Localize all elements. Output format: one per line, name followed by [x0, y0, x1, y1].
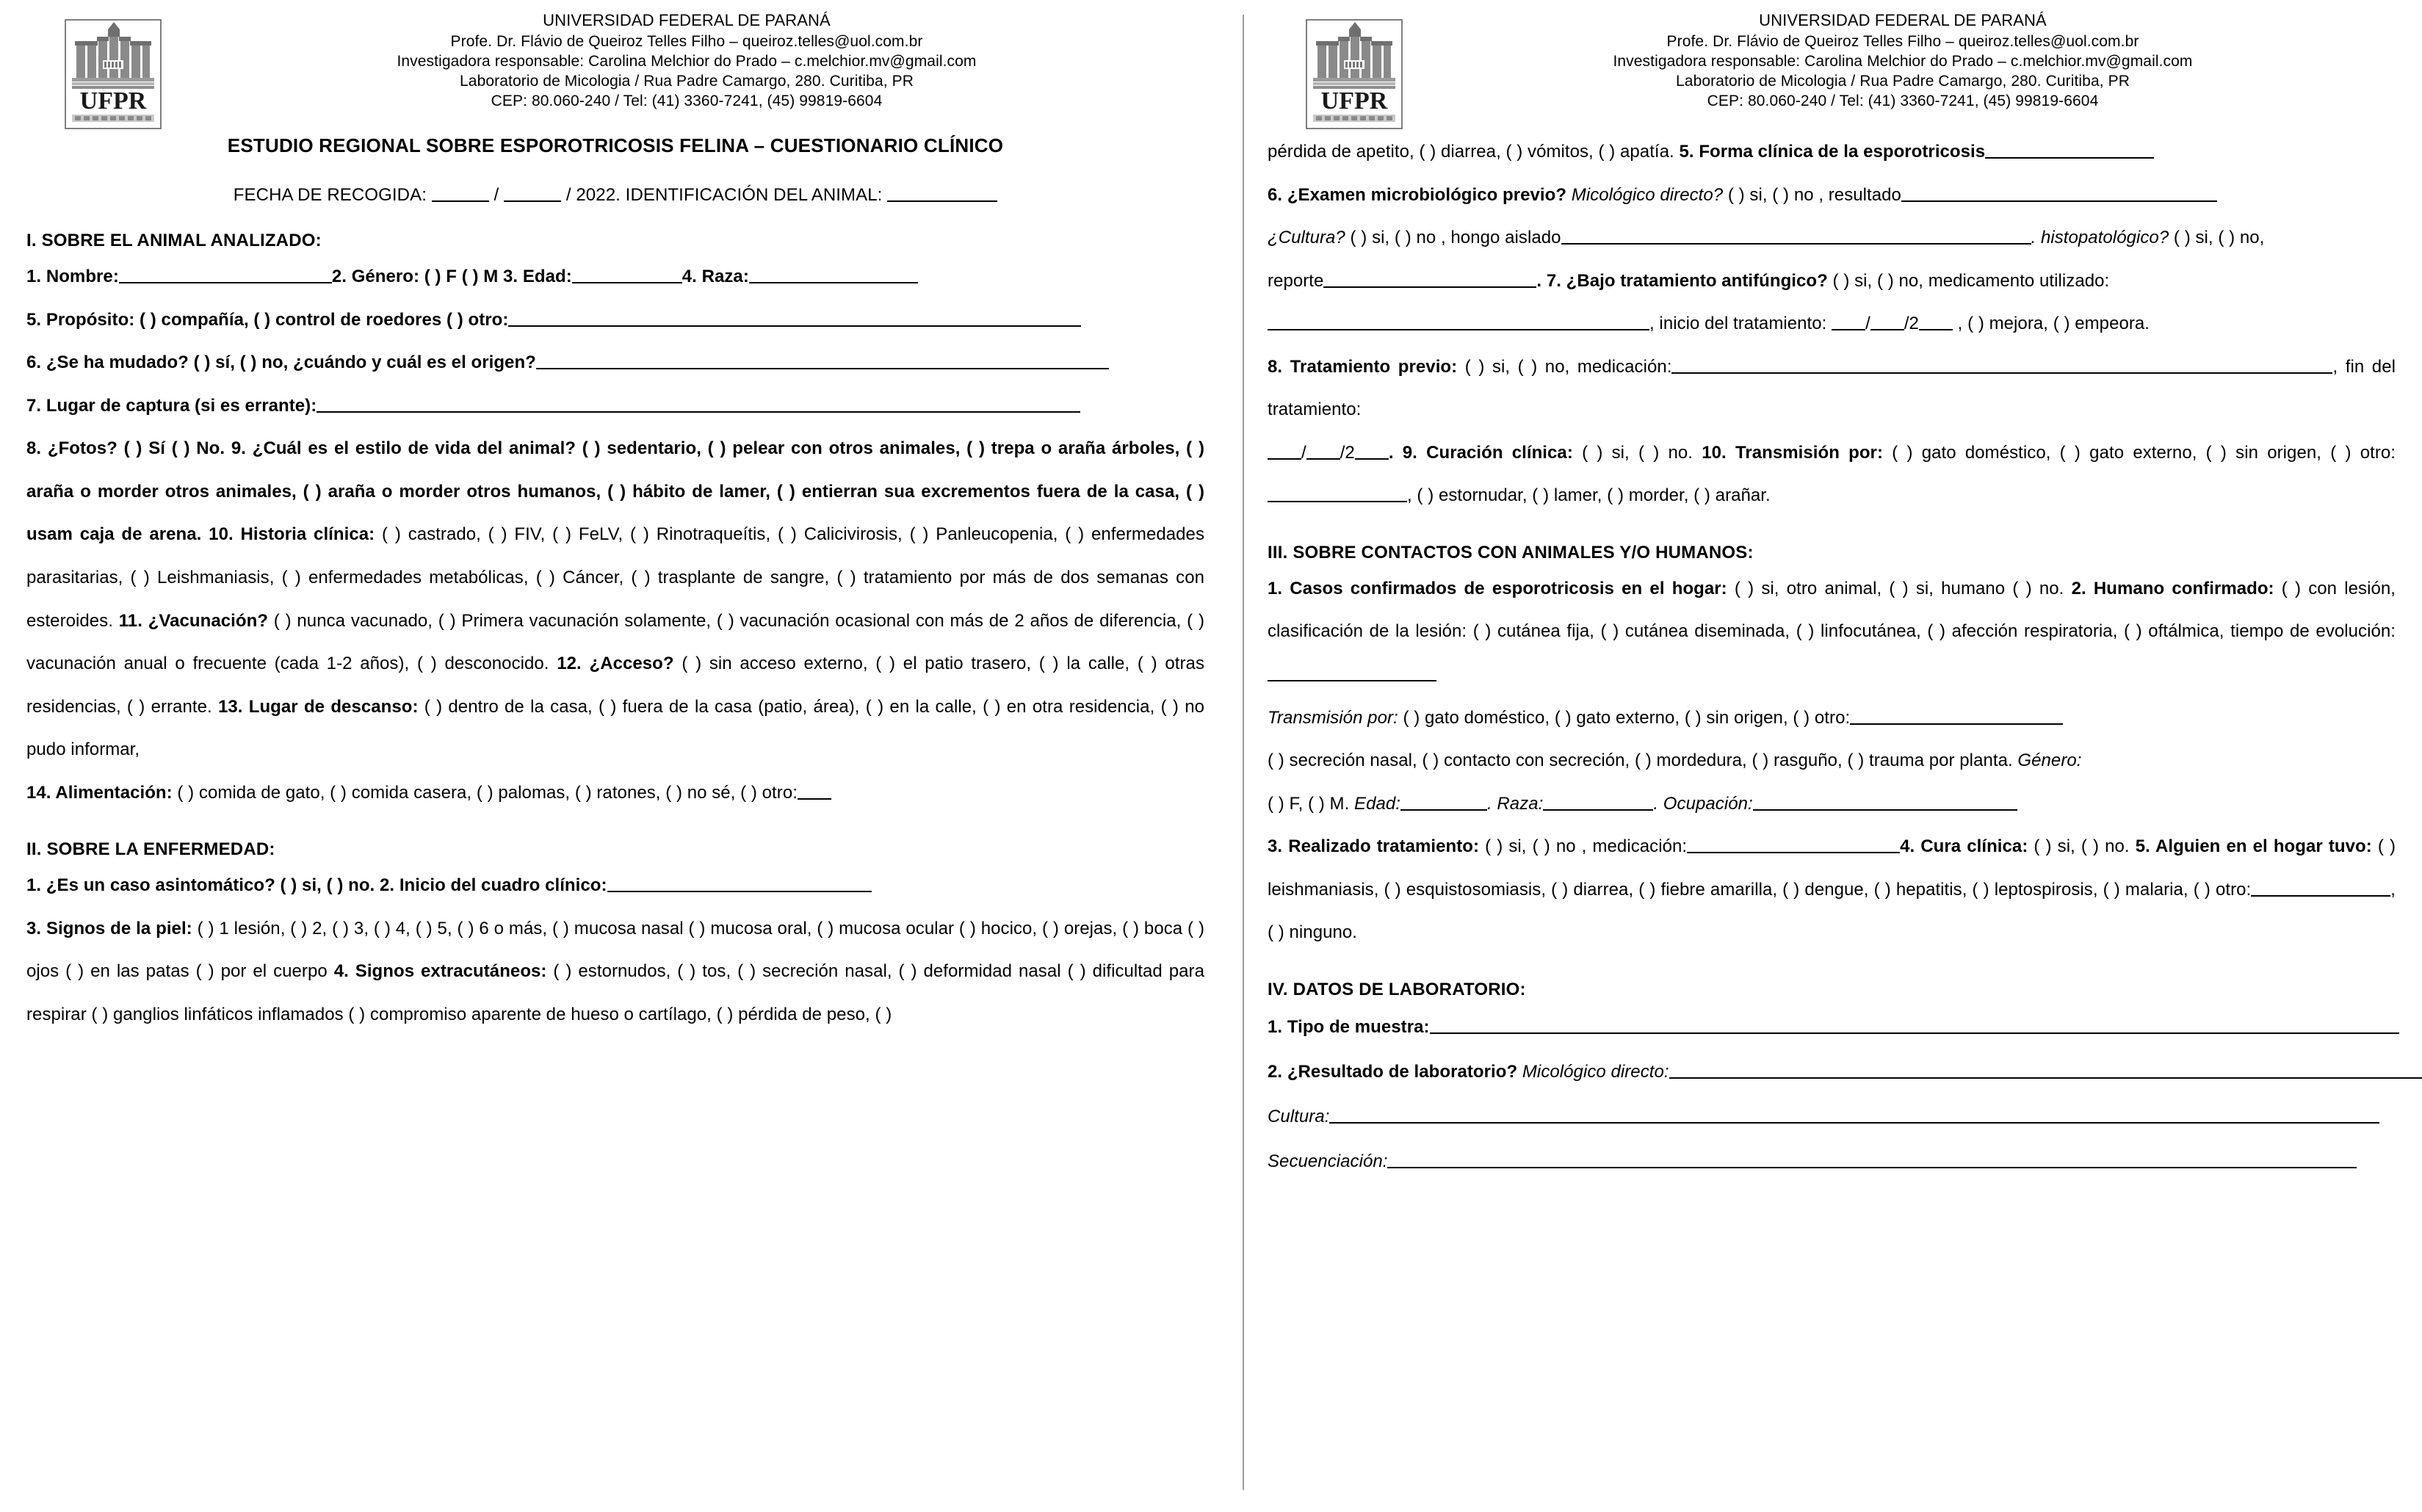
professor-contact: Profe. Dr. Flávio de Queiroz Telles Filho – queiroz.telles@uol.com.br: [450, 32, 923, 50]
c5-label: 5. Alguien en el hogar tuvo:: [2135, 836, 2372, 857]
q12-options: ( ) sin acceso externo, ( ) el patio trasero, ( ) la calle, ( ) otras residencias, ( ) errante.: [26, 654, 1204, 717]
proposito-otro-field[interactable]: [508, 307, 1081, 327]
q11-label: 11. ¿Vacunación?: [118, 610, 268, 631]
fin-anio-field[interactable]: [1355, 440, 1389, 460]
continuation-question-5: [1268, 131, 2396, 174]
section-heading-contactos: III. SOBRE CONTACTOS CON ANIMALES Y/O HUMANOS:: [1268, 542, 1754, 563]
question-1-nombre-genero-edad-raza: [26, 256, 1204, 299]
raza-humano-field[interactable]: [1543, 790, 1653, 810]
mejora-empeora-options: , ( ) mejora, ( ) empeora.: [1952, 314, 2150, 334]
raza-field[interactable]: [749, 264, 918, 283]
d3-label: 3. Signos de la piel:: [26, 918, 192, 938]
lab-question-2: [1268, 1049, 2396, 1094]
q10-options: ( ) castrado, ( ) FIV, ( ) FeLV, ( ) Rinotraqueítis, ( ) Calicivirosis, ( ) Panleucopenia, ( ) enfermedades parasitarias, ( ) Leishmaniasis, ( ) enfermedades metabólicas, ( ) Cáncer, ( ) trasplante de sangre, ( ) tratamiento por más de dos semanas con esteroides.: [26, 524, 1204, 631]
questions-8-to-14-block: [26, 427, 1204, 771]
resultado-field[interactable]: [1901, 181, 2217, 201]
question-7-tratamiento-antifungico: [1268, 260, 2396, 303]
page-title: ESTUDIO REGIONAL SOBRE ESPOROTRICOSIS FELINA – CUESTIONARIO CLÍNICO: [227, 134, 1004, 156]
d4-label: 4. Signos extracutáneos:: [333, 961, 547, 982]
lugar-captura-field[interactable]: [317, 393, 1080, 413]
mudado-origen-field[interactable]: [536, 350, 1109, 369]
hogar-otro-field[interactable]: [2251, 877, 2390, 897]
fecha-sep1: /: [488, 185, 505, 206]
tiempo-evolucion-field[interactable]: [1268, 662, 1436, 681]
edad-label-right: Edad:: [1354, 793, 1400, 814]
ocupacion-label: . Ocupación:: [1653, 793, 1753, 814]
fecha-label: FECHA DE RECOGIDA:: [233, 185, 432, 206]
contact-question-3-4: [1268, 825, 2396, 955]
q7-options: ( ) si, ( ) no, medicamento utilizado:: [1827, 270, 2110, 291]
lab-secuenciacion: [1268, 1139, 2396, 1184]
genero-label: Género:: [2017, 750, 2082, 771]
section-heading-animal: I. SOBRE EL ANIMAL ANALIZADO:: [26, 231, 322, 251]
university-name-right: UNIVERSIDAD FEDERAL DE PARANÁ: [1759, 11, 2047, 29]
c5-options: ( ) leishmaniasis, ( ) esquistosomiasis, ( ) diarrea, ( ) fiebre amarilla, ( ) dengue, ( ) hepatitis, ( ) leptospirosis, ( ) malaria, ( ) otro:: [1268, 836, 2396, 900]
contact-transmision: [1268, 697, 2396, 740]
question-7-lugar-captura: [26, 385, 1204, 428]
c4-options: ( ) si, ( ) no.: [2028, 836, 2136, 857]
medicacion-previa-field[interactable]: [1671, 354, 2332, 374]
q8-label-right: 8. Tratamiento previo:: [1268, 356, 1458, 377]
fin-dia-field[interactable]: [1268, 440, 1301, 460]
letterhead-text-left: [169, 10, 1204, 112]
professor-contact-right: Profe. Dr. Flávio de Queiroz Telles Filho – queiroz.telles@uol.com.br: [1666, 32, 2139, 50]
right-content: [1268, 131, 2396, 1184]
cultura-label: ¿Cultura?: [1268, 228, 1345, 248]
q10-tail-options: , ( ) estornudar, ( ) lamer, ( ) morder, ( ) arañar.: [1407, 485, 1771, 506]
section-heading-laboratorio: IV. DATOS DE LABORATORIO:: [1268, 979, 1526, 999]
q13-options: ( ) dentro de la casa, ( ) fuera de la casa (patio, área), ( ) en la calle, ( ) en otra residencia, ( ) no pudo informar,: [26, 696, 1205, 760]
secrecion-options: ( ) secreción nasal, ( ) contacto con secreción, ( ) mordedura, ( ) rasguño, ( ) trauma por planta.: [1268, 750, 2018, 771]
ufpr-logo-icon: [65, 19, 162, 129]
histopatologico-options: ( ) si, ( ) no,: [2169, 228, 2265, 248]
fin-mes-field[interactable]: [1306, 440, 1340, 460]
hongo-aislado-field[interactable]: [1561, 225, 2031, 245]
transmision-otro-field[interactable]: [1268, 482, 1407, 502]
d1-label: 1. ¿Es un caso asintomático? ( ) si, ( ) no.: [26, 875, 380, 896]
q10-label: 10. Historia clínica:: [209, 524, 375, 545]
c5-tail: , ( ) ninguno.: [1268, 879, 2396, 943]
nombre-field[interactable]: [119, 264, 332, 283]
letterhead-right: [1268, 10, 2396, 129]
university-name: UNIVERSIDAD FEDERAL DE PARANÁ: [543, 11, 831, 29]
q10-label-right: 10. Transmisión por:: [1702, 442, 1883, 463]
lab-question-1: [1268, 1005, 2396, 1049]
column-divider: [1243, 15, 1244, 1490]
edad-humano-field[interactable]: [1400, 790, 1487, 810]
q14-label: 14. Alimentación:: [26, 782, 173, 803]
secuenciacion-field[interactable]: [1387, 1149, 2357, 1168]
q12-label: 12. ¿Acceso?: [557, 654, 674, 674]
q4-label: 4. Raza:: [682, 267, 749, 287]
q5-forma-clinica-label: 5. Forma clínica de la esporotricosis: [1679, 142, 1986, 162]
question-5-proposito: [26, 299, 1204, 342]
c3-options: ( ) si, ( ) no , medicación:: [1479, 836, 1688, 857]
medicamento-utilizado-field[interactable]: [1268, 311, 1649, 330]
transmision-por-label: Transmisión por:: [1268, 707, 1398, 728]
lab-address-right: Laboratorio de Micologia / Rua Padre Camargo, 280. Curitiba, PR: [1676, 73, 2130, 90]
l2-italic: Micológico directo:: [1517, 1062, 1669, 1082]
ufpr-logo-icon-right: [1306, 19, 1403, 129]
edad-field[interactable]: [572, 264, 682, 283]
q11-options: ( ) nunca vacunado, ( ) Primera vacunación solamente, ( ) vacunación ocasional con más de 2 años de diferencia, ( ) vacunación anual o frecuente (cada 1-2 años), ( ) desconocido.: [26, 610, 1204, 674]
contact-secrecion-genero: [1268, 739, 2396, 783]
researcher-contact-right: Investigadora responsable: Carolina Melchior do Prado – c.melchior.mv@gmail.com: [1613, 52, 2193, 70]
raza-label-right: . Raza:: [1486, 793, 1544, 814]
question-7-medicamento-inicio: [1268, 303, 2396, 346]
transmision-humano-otro-field[interactable]: [1850, 704, 2063, 724]
svg-text:UFPR: UFPR: [79, 87, 147, 115]
c2-label: 2. Humano confirmado:: [2071, 578, 2274, 598]
cultura-resultado-field[interactable]: [1329, 1104, 2379, 1124]
collection-date-line: [26, 182, 1204, 206]
lab-address: Laboratorio de Micologia / Rua Padre Camargo, 280. Curitiba, PR: [460, 73, 914, 90]
ocupacion-field[interactable]: [1753, 790, 2017, 810]
cep-phone: CEP: 80.060-240 / Tel: (41) 3360-7241, (45) 99819-6604: [491, 93, 883, 110]
q7-label: 7. Lugar de captura (si es errante):: [26, 395, 317, 416]
animal-id-field[interactable]: [887, 182, 997, 202]
disease-questions-3-4-block: [26, 908, 1204, 1037]
forma-clinica-field[interactable]: [1985, 139, 2154, 159]
svg-text:UFPR: UFPR: [1320, 87, 1388, 115]
fecha-month-field[interactable]: [504, 182, 561, 202]
section-heading-enfermedad: II. SOBRE LA ENFERMEDAD:: [26, 839, 275, 860]
fin-sep2: /2: [1340, 442, 1355, 463]
c3-label: 3. Realizado tratamiento:: [1268, 836, 1480, 857]
l2-label: 2. ¿Resultado de laboratorio?: [1268, 1062, 1518, 1082]
l3-label: Cultura:: [1268, 1107, 1330, 1127]
q8-options: ( ) si, ( ) no, medicación:: [1457, 356, 1672, 377]
fm-options: ( ) F, ( ) M.: [1268, 793, 1355, 814]
fin-tratamiento-label: , fin del tratamiento:: [1268, 356, 2396, 420]
q6-label: 6. ¿Se ha mudado? ( ) sí, ( ) no, ¿cuándo y cuál es el origen?: [26, 352, 536, 373]
q7-label-right: . 7. ¿Bajo tratamiento antifúngico?: [1536, 270, 1828, 291]
question-6-mudado: [26, 341, 1204, 385]
inicio-mes-field[interactable]: [1870, 311, 1904, 330]
tipo-muestra-field[interactable]: [1430, 1014, 2399, 1034]
histopatologico-label: . histopatológico?: [2031, 228, 2169, 248]
q1-label: 1. Nombre:: [26, 267, 119, 287]
question-14-alimentacion: [26, 772, 1204, 815]
question-8-tratamiento-previo: [1268, 346, 2396, 432]
letterhead-text-right: [1410, 10, 2396, 112]
q6-label-right: 6. ¿Examen microbiológico previo?: [1268, 184, 1567, 205]
cultura-options: ( ) si, ( ) no , hongo aislado: [1345, 228, 1561, 248]
alimentacion-otro-field[interactable]: [798, 780, 831, 800]
researcher-contact: Investigadora responsable: Carolina Melchior do Prado – c.melchior.mv@gmail.com: [397, 52, 977, 70]
reporte-field[interactable]: [1323, 267, 1536, 287]
q6-options: ( ) si, ( ) no , resultado: [1723, 184, 1901, 205]
inicio-cuadro-clinico-field[interactable]: [607, 872, 872, 892]
c2-options: ( ) con lesión, clasificación de la lesión: ( ) cutánea fija, ( ) cutánea diseminada, ( ) linfocutánea, ( ) afección respiratoria, ( ) oftálmica, tiempo de evolución:: [1268, 578, 2396, 642]
reporte-label: reporte: [1268, 270, 1324, 291]
fecha-year-id-label: / 2022. IDENTIFICACIÓN DEL ANIMAL:: [561, 185, 888, 206]
cep-phone-right: CEP: 80.060-240 / Tel: (41) 3360-7241, (45) 99819-6604: [1707, 93, 2099, 110]
c4-label: 4. Cura clínica:: [1900, 836, 2028, 857]
fin-sep1: /: [1301, 442, 1306, 463]
q10-options-right: ( ) gato doméstico, ( ) gato externo, ( ) sin origen, ( ) otro:: [1883, 442, 2396, 463]
d2-label: 2. Inicio del cuadro clínico:: [379, 875, 607, 896]
lab-cultura: [1268, 1094, 2396, 1139]
transmision-options: ( ) gato doméstico, ( ) gato externo, ( ) sin origen, ( ) otro:: [1398, 707, 1851, 728]
fecha-day-field[interactable]: [432, 182, 489, 202]
inicio-dia-field[interactable]: [1832, 311, 1865, 330]
medicacion-humano-field[interactable]: [1687, 833, 1900, 853]
q6-micologico-italic: Micológico directo?: [1566, 184, 1724, 205]
inicio-tratamiento-label: , inicio del tratamiento:: [1649, 314, 1832, 334]
c1-options: ( ) si, otro animal, ( ) si, humano ( ) no.: [1727, 578, 2072, 598]
question-9-10-curacion-transmision: [1268, 432, 2396, 518]
q5-label: 5. Propósito: ( ) compañía, ( ) control de roedores ( ) otro:: [26, 309, 509, 330]
contact-fm-edad-raza-ocupacion: [1268, 783, 2396, 826]
right-column: [1260, 10, 2406, 1512]
contact-question-1-2: [1268, 568, 2396, 697]
inicio-anio-field[interactable]: [1919, 311, 1953, 330]
q2-q3-label: 2. Género: ( ) F ( ) M 3. Edad:: [331, 267, 572, 287]
micologico-directo-field[interactable]: [1669, 1059, 2422, 1079]
left-column: [7, 10, 1226, 1512]
question-6-examen-microbiologico: [1268, 174, 2396, 217]
q8-q9-text: 8. ¿Fotos? ( ) Sí ( ) No. 9. ¿Cuál es el estilo de vida del animal? ( ) sedentario, ( ) pelear con otros animales, ( ) trepa o araña árboles, ( ) araña o morder otros animales, ( ) araña o morder otros humanos, ( ) hábito de lamer, ( ) entierran sua excrementos fuera de la casa, ( ) usam caja de arena.: [26, 438, 1204, 545]
inicio-sep1: /: [1865, 314, 1870, 334]
q13-label: 13. Lugar de descanso:: [217, 696, 419, 717]
d4-options: ( ) estornudos, ( ) tos, ( ) secreción nasal, ( ) deformidad nasal ( ) dificultad para respirar ( ) ganglios linfáticos inflamados ( ) compromiso aparente de hueso o cartílago, ( ) pérdida de peso, ( ): [26, 961, 1204, 1024]
continuation-text: pérdida de apetito, ( ) diarrea, ( ) vómitos, ( ) apatía.: [1268, 142, 1680, 162]
c1-label: 1. Casos confirmados de esporotricosis en el hogar:: [1268, 578, 1727, 598]
l1-label: 1. Tipo de muestra:: [1268, 1016, 1430, 1037]
q9-label-right: . 9. Curación clínica:: [1388, 442, 1573, 463]
l4-label: Secuenciación:: [1268, 1151, 1388, 1172]
d3-options: ( ) 1 lesión, ( ) 2, ( ) 3, ( ) 4, ( ) 5, ( ) 6 o más, ( ) mucosa nasal ( ) mucosa oral, ( ) mucosa ocular ( ) hocico, ( ) orejas, ( ) boca ( ) ojos ( ) en las patas ( ) por el cuerpo: [26, 918, 1204, 982]
q14-options: ( ) comida de gato, ( ) comida casera, ( ) palomas, ( ) ratones, ( ) no sé, ( ) otro:: [172, 782, 798, 803]
question-6-cultura: [1268, 217, 2396, 260]
disease-question-1-2: [26, 864, 1204, 908]
letterhead-left: [26, 10, 1204, 129]
q9-options: ( ) si, ( ) no.: [1572, 442, 1702, 463]
inicio-sep2: /2: [1904, 314, 1919, 334]
